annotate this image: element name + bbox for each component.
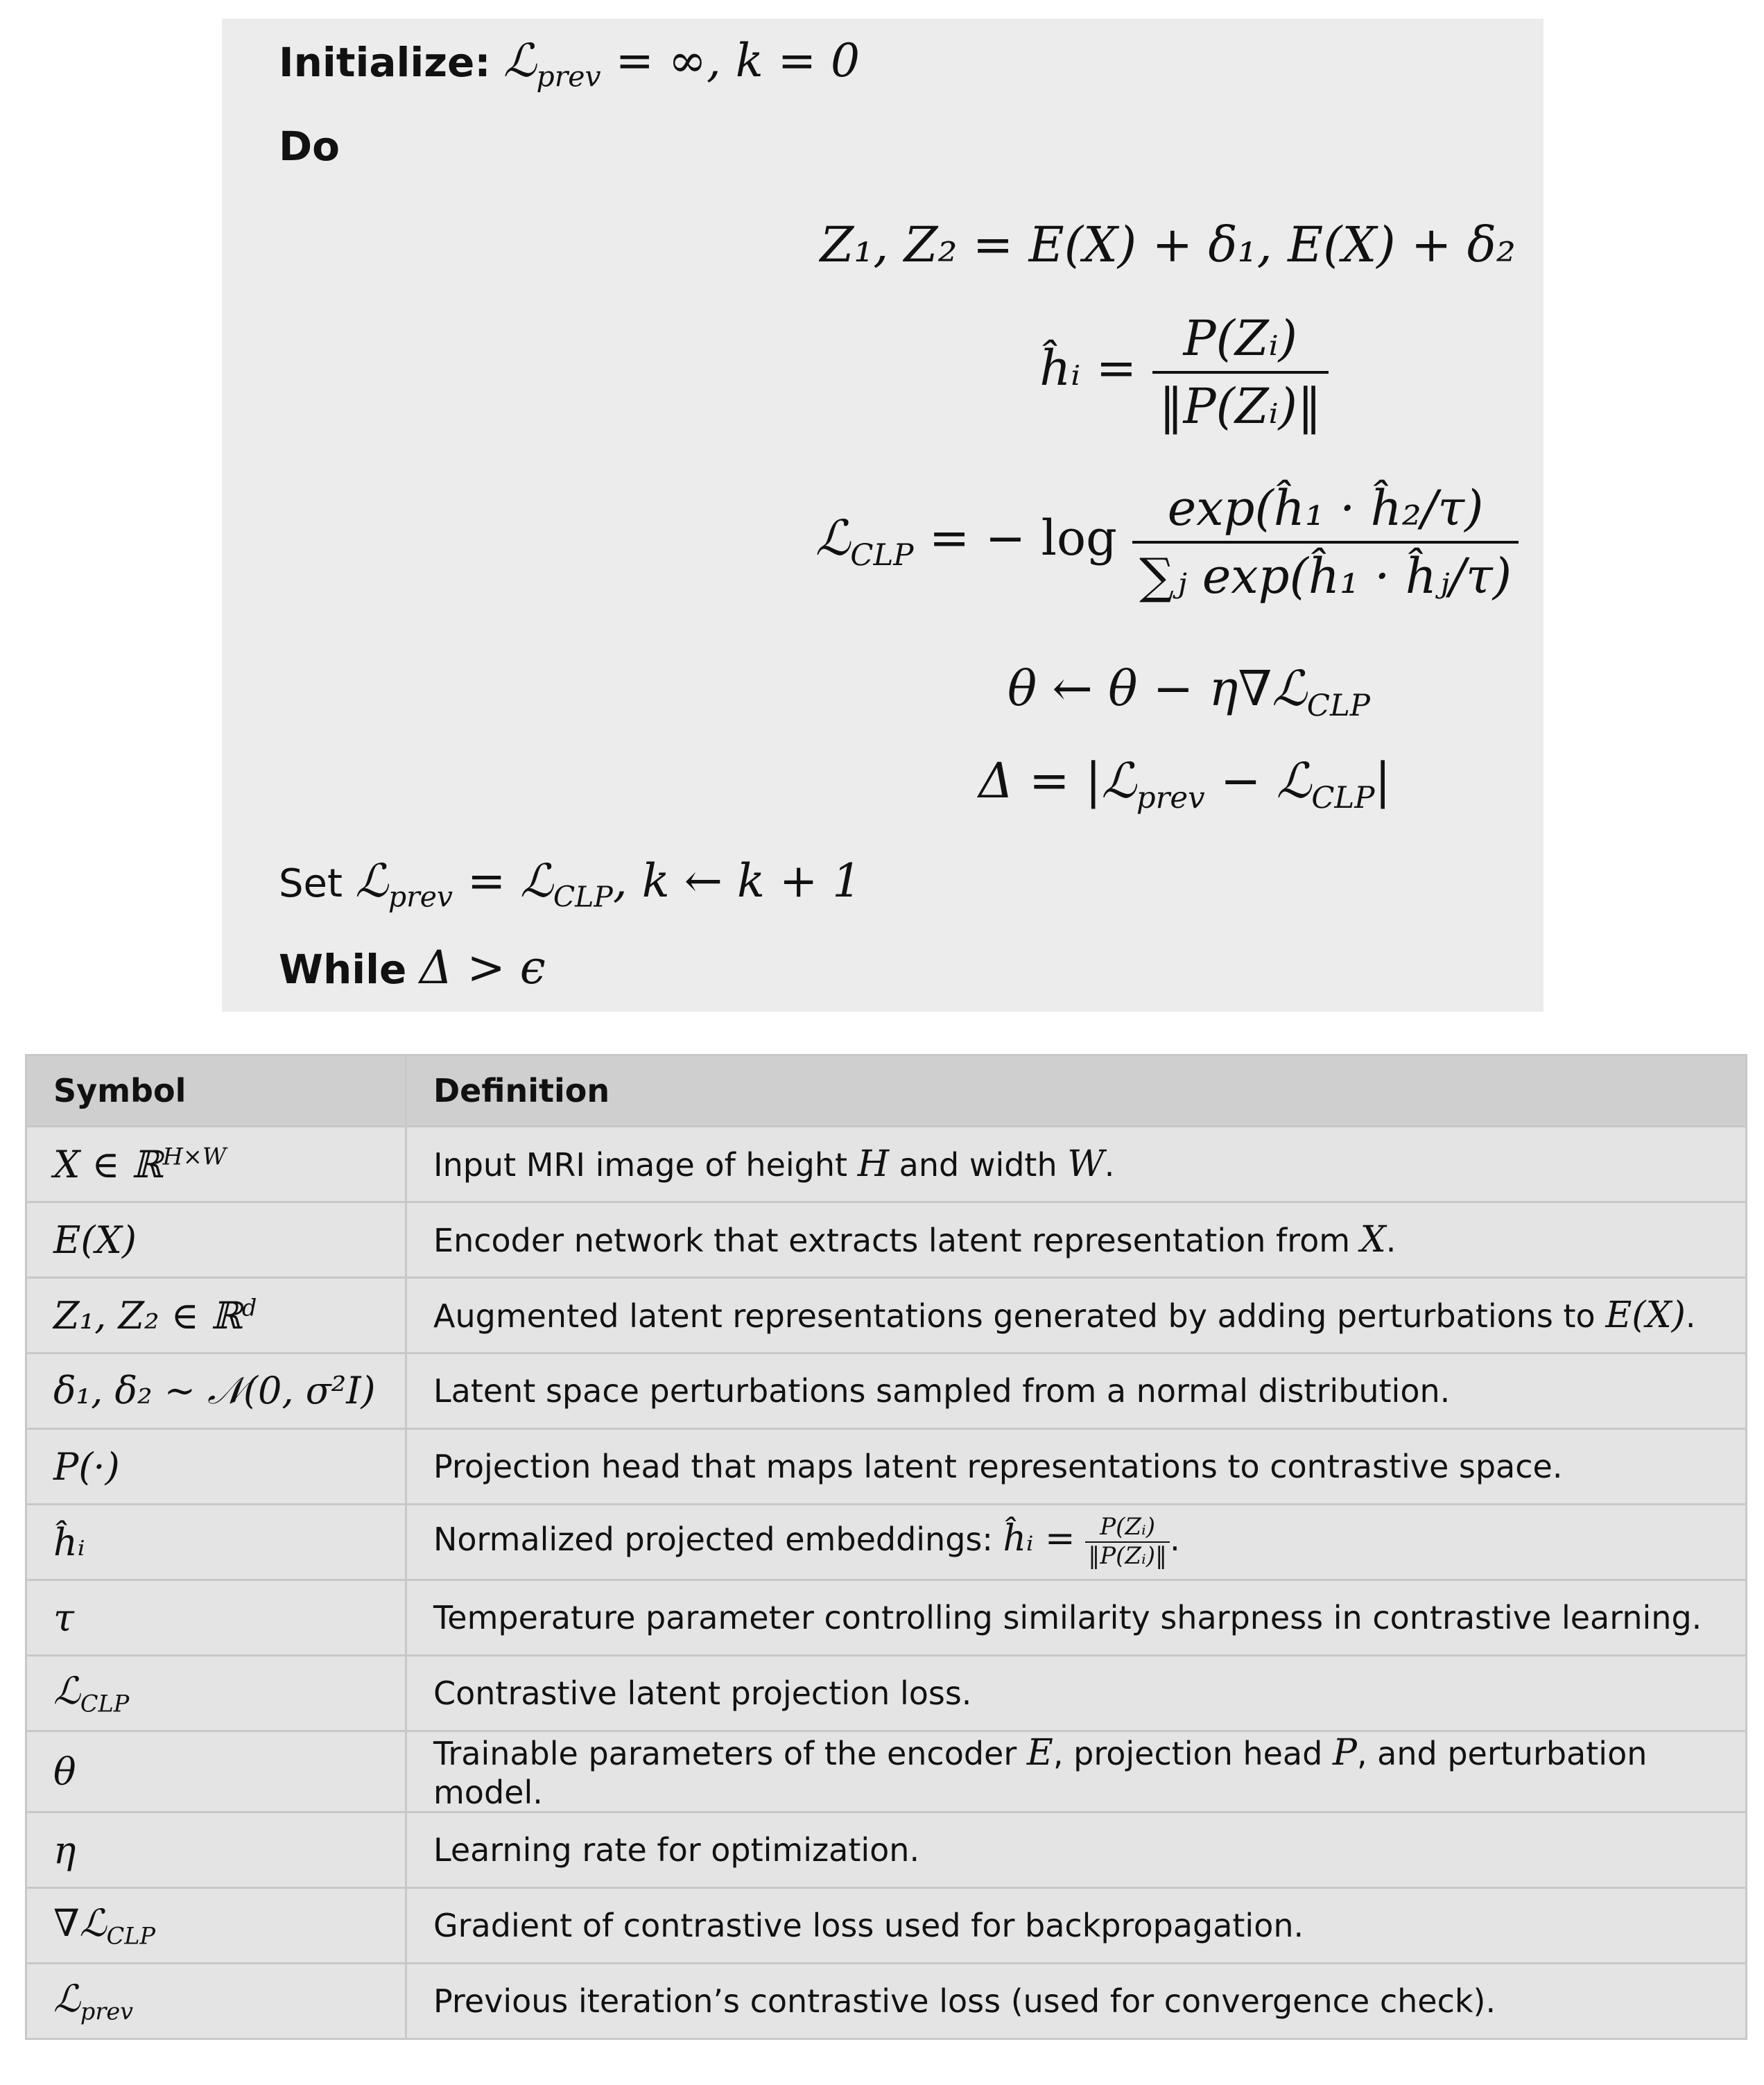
table-row <box>26 1127 1747 1202</box>
table-row <box>26 1656 1747 1731</box>
definition-cell: Contrastive latent projection loss. <box>406 1656 1747 1731</box>
symbol-cell: ℒ$_{prev}$ <box>26 1964 406 2039</box>
symbol-cell: P(·) <box>26 1429 406 1505</box>
table-row <box>26 1429 1747 1505</box>
symbol-cell: ∇ℒ$_{CLP}$ <box>26 1888 406 1964</box>
table-row <box>26 1202 1747 1278</box>
symbol-cell: η <box>26 1813 406 1888</box>
equation-delta: Δ = |ℒ$_{prev}$ − ℒ$_{CLP}$| <box>978 752 1391 816</box>
table-row <box>26 1580 1747 1656</box>
symbol-cell: τ <box>26 1580 406 1656</box>
table-row <box>26 1888 1747 1964</box>
definition-cell: Trainable parameters of the encoder E, projection head P, and perturbation model. <box>406 1731 1747 1813</box>
table-header-row <box>26 1055 1747 1127</box>
symbol-cell: Z₁, Z₂ ∈ ℝ$^d$ <box>26 1278 406 1353</box>
table-row <box>26 1278 1747 1353</box>
definition-cell: Projection head that maps latent representations to contrastive space. <box>406 1429 1747 1505</box>
equation-perturb: Z₁, Z₂ = E(X) + δ₁, E(X) + δ₂ <box>820 216 1516 273</box>
symbol-cell: E(X) <box>26 1202 406 1278</box>
symbol-cell: X ∈ ℝ$^{H\times W}$ <box>26 1127 406 1202</box>
definition-cell: Input MRI image of height H and width W. <box>406 1127 1747 1202</box>
algorithm-box <box>222 19 1544 1012</box>
symbol-definition-table <box>25 1054 1747 2040</box>
definition-cell: Gradient of contrastive loss used for backpropagation. <box>406 1888 1747 1964</box>
symbol-cell: θ <box>26 1731 406 1813</box>
symbol-cell: ℒ$_{CLP}$ <box>26 1656 406 1731</box>
set-expr: ℒ$_{prev}$ = ℒ$_{CLP}$, k ← k + 1 <box>355 854 862 914</box>
symbol-cell: δ₁, δ₂ ∼ 𝒩(0, σ²I) <box>26 1353 406 1429</box>
do-label: Do <box>279 123 340 170</box>
definition-cell: Previous iteration’s contrastive loss (used for convergence check). <box>406 1964 1747 2039</box>
initialize-expr: ℒ$_{prev}$ = ∞, k = 0 <box>503 34 861 94</box>
set-line <box>279 854 861 913</box>
definition-cell: Augmented latent representations generated by adding perturbations to E(X). <box>406 1278 1747 1353</box>
while-label: While <box>279 946 407 993</box>
definition-cell: Temperature parameter controlling similarity sharpness in contrastive learning. <box>406 1580 1747 1656</box>
header-definition: Definition <box>406 1055 1747 1127</box>
equation-loss: ℒ$_{CLP}$ = − log $\frac{\text{exp(ĥ₁ · ĥ₂/τ)}}{\text{∑ⱼ exp(ĥ₁ · ĥⱼ/τ)}}$ <box>815 480 1519 605</box>
table-row <box>26 1964 1747 2039</box>
while-line <box>279 941 546 994</box>
table-row <box>26 1505 1747 1580</box>
definition-cell: Latent space perturbations sampled from a normal distribution. <box>406 1353 1747 1429</box>
table-row <box>26 1813 1747 1888</box>
while-expr: Δ > ϵ <box>419 941 546 994</box>
table-row <box>26 1353 1747 1429</box>
set-label: Set <box>279 861 343 906</box>
initialize-line <box>279 34 860 93</box>
initialize-label: Initialize: <box>279 39 491 86</box>
equation-update: θ ← θ − η∇ℒ$_{CLP}$ <box>1007 660 1370 724</box>
symbol-cell: ĥᵢ <box>26 1505 406 1580</box>
table-row <box>26 1731 1747 1813</box>
definition-cell: Normalized projected embeddings: ĥᵢ = $\frac{\text{P(Zᵢ)}}{\text{‖P(Zᵢ)‖}}$ . <box>406 1505 1747 1580</box>
equation-normalize: ĥᵢ = $\frac{\text{P(Zᵢ)}}{\text{‖P(Zᵢ)‖}}$ <box>1039 310 1329 435</box>
do-line <box>279 123 340 170</box>
header-symbol: Symbol <box>26 1055 406 1127</box>
definition-cell: Learning rate for optimization. <box>406 1813 1747 1888</box>
definition-cell: Encoder network that extracts latent representation from X. <box>406 1202 1747 1278</box>
